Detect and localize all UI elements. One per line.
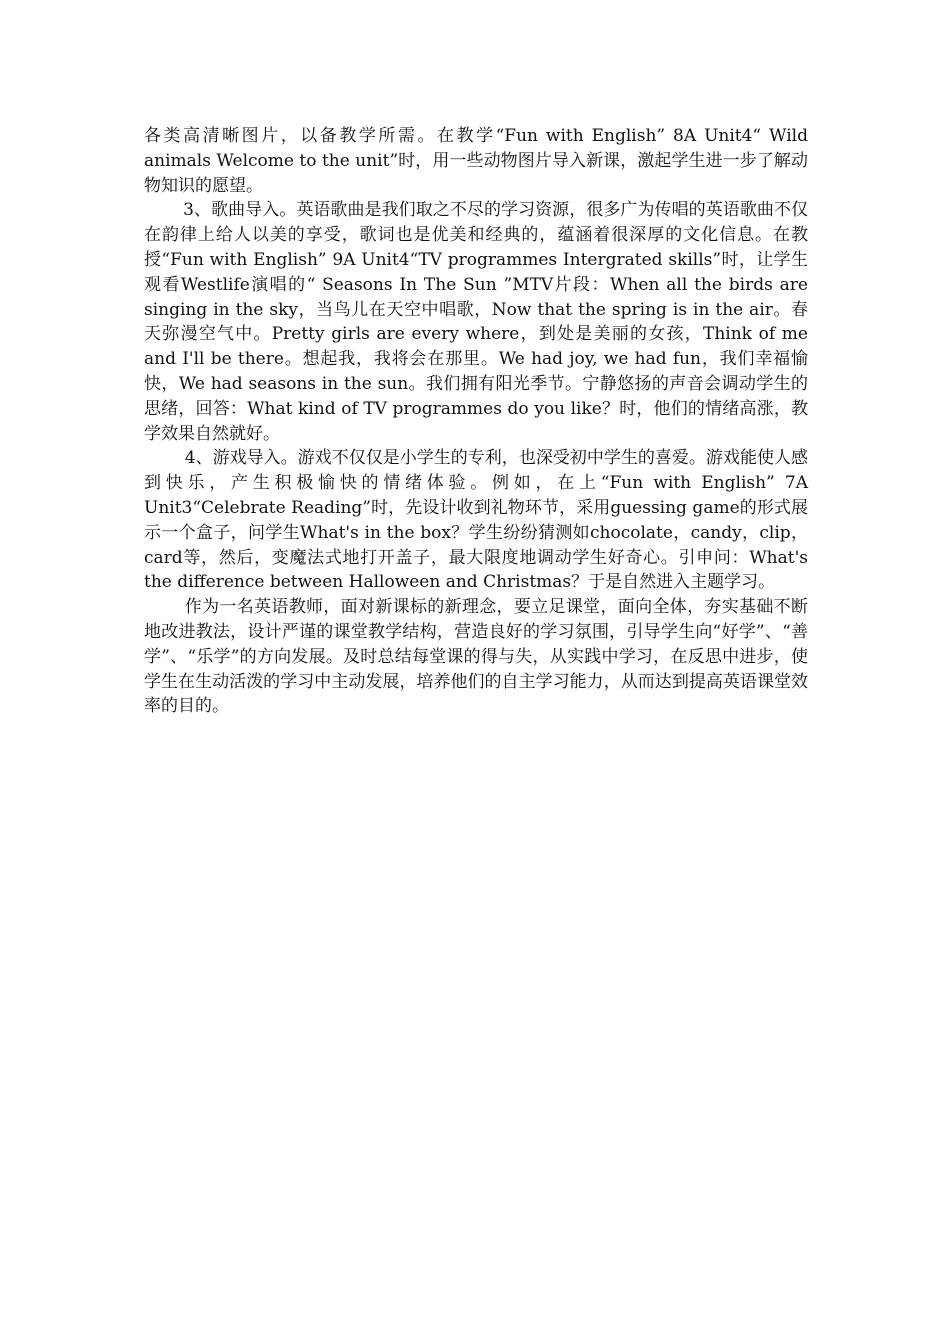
document-body (144, 124, 808, 719)
paragraph-conclusion: 作为一名英语教师，面对新课标的新理念，要立足课堂，面向全体，夯实基础不断地改进教法，设计严谨的课堂教学结构，营造良好的学习氛围，引导学生向“好学”、“善学”、“乐学”的方向发展。及时总结每堂课的得与失，从实践中学习，在反思中进步，使学生在生动活泼的学习中主动发展，培养他们的自主学习能力，从而达到提高英语课堂效率的目的。 (144, 597, 808, 717)
paragraph-game-intro: 4、游戏导入。游戏不仅仅是小学生的专利，也深受初中学生的喜爱。游戏能使人感到快乐，产生积极愉快的情绪体验。例如，在上“Fun with English” 7A Unit3“Celebrate Reading”时，先设计收到礼物环节，采用guessing game的形式展示一个盒子，问学生What's in the box？学生纷纷猜测如chocolate，candy，clip，card等，然后，变魔法式地打开盖子，最大限度地调动学生好奇心。引申问：What's the difference between Halloween and Christmas？于是自然进入主题学习。 (144, 448, 808, 593)
paragraph-song-intro: 3、歌曲导入。英语歌曲是我们取之不尽的学习资源，很多广为传唱的英语歌曲不仅在韵律上给人以美的享受，歌词也是优美和经典的，蕴涵着很深厚的文化信息。在教授“Fun with English” 9A Unit4“TV programmes Intergrated skills”时，让学生观看Westlife演唱的“ Seasons In The Sun ”MTV片段：When all the birds are singing in the sky，当鸟儿在天空中唱歌，Now that the spring is in the air。春天弥漫空气中。Pretty girls are every where，到处是美丽的女孩，Think of me and I'll be there。想起我，我将会在那里。We had joy, we had fun，我们幸福愉快，We had seasons in the sun。我们拥有阳光季节。宁静悠扬的声音会调动学生的思绪，回答：What kind of TV programmes do you like？时，他们的情绪高涨，教学效果自然就好。 (144, 200, 808, 444)
paragraph-picture-intro: 各类高清晰图片，以备教学所需。在教学“Fun with English” 8A Unit4“ Wild animals Welcome to the unit”时，用一些动物图片导入新课，激起学生进一步了解动物知识的愿望。 (144, 126, 808, 196)
